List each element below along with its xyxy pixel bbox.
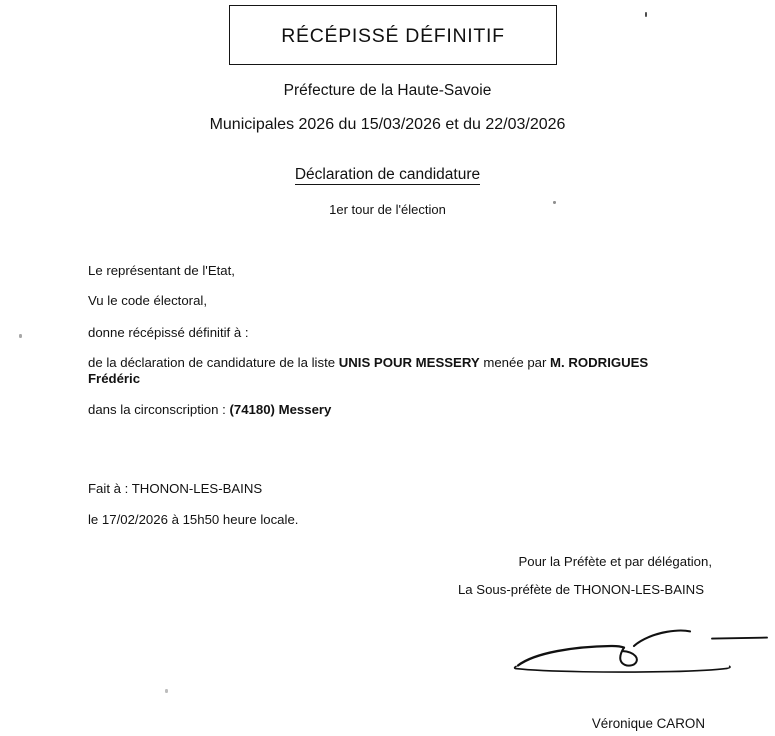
title-box xyxy=(229,5,557,65)
date-line: le 17/02/2026 à 15h50 heure locale. xyxy=(88,512,299,527)
body-line-declaration xyxy=(88,355,688,387)
circonscription-value: (74180) Messery xyxy=(229,402,332,417)
section-heading xyxy=(0,166,775,184)
election-line: Municipales 2026 du 15/03/2026 et du 22/03/2026 xyxy=(209,116,566,133)
body-line-donne-recepisse: donne récépissé définitif à : xyxy=(88,325,249,340)
scan-speck xyxy=(645,12,647,17)
scan-speck xyxy=(553,201,556,204)
delegation-line: Pour la Préfète et par délégation, xyxy=(518,554,712,569)
place-line: Fait à : THONON-LES-BAINS xyxy=(88,481,263,496)
page-title: RÉCÉPISSÉ DÉFINITIF xyxy=(281,25,505,47)
body-line-circonscription xyxy=(88,402,331,418)
prefecture-line: Préfecture de la Haute-Savoie xyxy=(283,82,492,99)
scan-speck xyxy=(165,689,168,693)
circonscription-label: dans la circonscription : xyxy=(88,402,230,417)
scan-speck xyxy=(19,334,22,338)
round-label: 1er tour de l'élection xyxy=(329,202,446,217)
candidate-name: M. RODRIGUES Frédéric xyxy=(88,355,649,386)
signer-name: Véronique CARON xyxy=(591,716,705,731)
section-heading-text: Déclaration de candidature xyxy=(294,166,481,183)
list-name: UNIS POUR MESSERY xyxy=(338,355,480,370)
handwritten-signature-icon xyxy=(505,620,770,682)
signer-role-line: La Sous-préfète de THONON-LES-BAINS xyxy=(457,582,704,597)
body-line-code-electoral: Vu le code électoral, xyxy=(88,293,208,308)
declaration-middle: menée par xyxy=(479,355,551,370)
body-line-representant: Le représentant de l'Etat, xyxy=(88,263,235,278)
declaration-prefix: de la déclaration de candidature de la liste xyxy=(88,355,339,370)
